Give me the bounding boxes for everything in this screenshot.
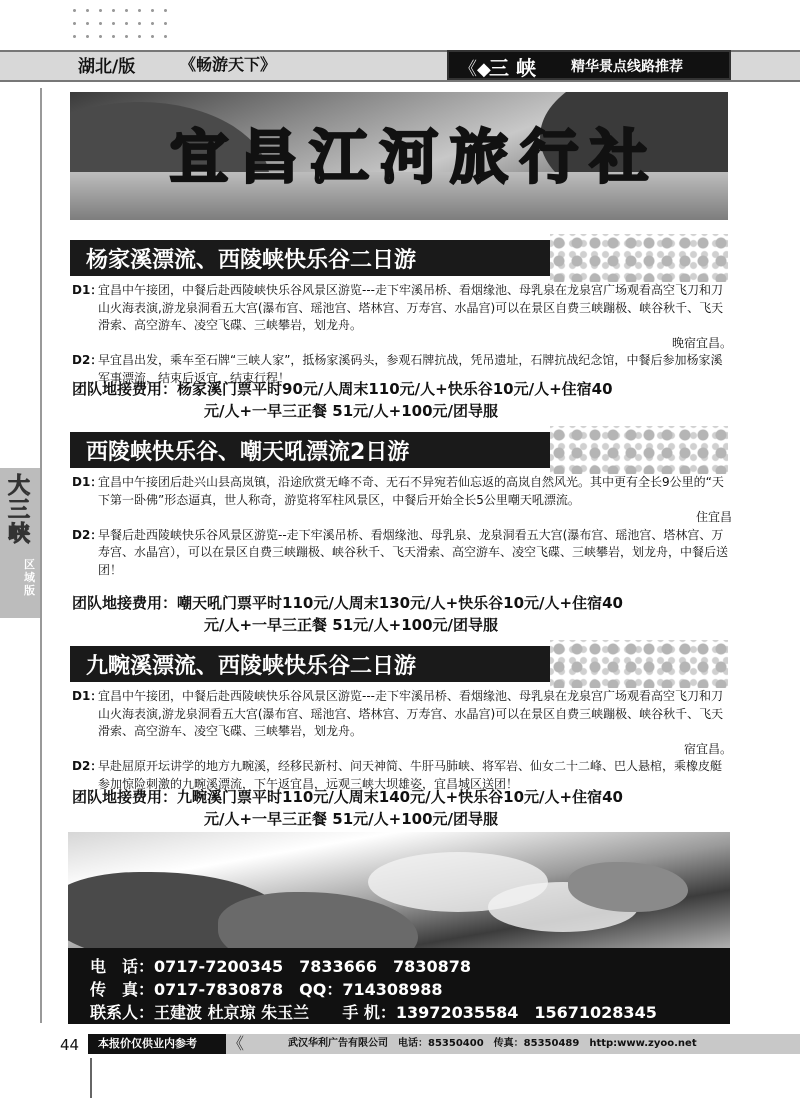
section-title: 杨家溪漂流、西陵峡快乐谷二日游 bbox=[86, 248, 417, 273]
itinerary-text bbox=[72, 688, 732, 793]
mobile-label: 手 机： bbox=[342, 1003, 396, 1022]
day-text: 宜昌中午接团后赴兴山县高岚镇，沿途欣赏无峰不奇、无石不异宛若仙忘返的高岚自然风光。其中更有全长9公里的“天下第一卧佛”形态逼真，世人称奇，游览将军柱风景区，中餐后开始全长5公里嘲天吼漂流。 bbox=[98, 475, 724, 507]
region-side-tab bbox=[0, 468, 40, 618]
hero-banner-photo bbox=[70, 92, 728, 220]
itinerary-text bbox=[72, 282, 732, 387]
section-title-bar bbox=[70, 432, 550, 468]
day-label: D2： bbox=[72, 527, 103, 542]
section-title-bar bbox=[70, 240, 550, 276]
day-text: 早赴屈原开坛讲学的地方九畹溪，经移民新村、问天神简、牛肝马肺峡、将军岩、仙女二十二峰、巴人悬棺，乘橡皮艇参加惊险刺激的九畹溪漂流，下午返宜昌，远观三峡大坝雄姿，宜昌城区送团！ bbox=[98, 759, 723, 791]
section-title-bar bbox=[70, 646, 550, 682]
fee-line bbox=[72, 786, 732, 808]
contact-panel bbox=[68, 948, 730, 1024]
phone-label: 电 话： bbox=[90, 957, 155, 976]
decorative-dots bbox=[68, 4, 168, 44]
contact-person-label: 联系人： bbox=[90, 1003, 155, 1022]
left-gutter-rule bbox=[40, 88, 42, 1023]
day-tail: 宿宜昌。 bbox=[683, 741, 732, 756]
day-text: 早餐后赴西陵峡快乐谷风景区游览--走下牢溪吊桥、看烟缘池、母乳泉、龙泉洞看五大宫(瀑布宫、瑶池宫、塔林宫、万寿宫、水晶宫），可以在景区自费三峡蹦极、峡谷秋千、飞天滑索、高空游车、凌空飞碟、三峡攀岩，划龙舟，中餐后送团！ bbox=[98, 527, 729, 577]
phone-line bbox=[90, 954, 471, 977]
day-label: D1： bbox=[72, 689, 103, 703]
itinerary-day bbox=[72, 282, 732, 352]
fax-number: 0717-7830878 QQ：714308988 bbox=[154, 980, 443, 999]
fee-line-continued: 元/人+一早三正餐 51元/人+100元/团导服 bbox=[204, 402, 498, 420]
disclaimer: 本报价仅供业内参考 bbox=[88, 1034, 226, 1054]
side-tab-title: 大三峡 bbox=[8, 473, 31, 547]
section-dots-decoration bbox=[550, 640, 728, 688]
chevron-left-icon: 《 bbox=[228, 1034, 245, 1053]
publisher-info: 武汉华利广告有限公司 电话：85350400 传真：85350489 http:www.zyoo.net bbox=[288, 1038, 697, 1049]
fax-label: 传 真： bbox=[90, 980, 155, 999]
banner-tagline: 精华景点线路推荐 bbox=[571, 59, 683, 75]
day-label: D1： bbox=[72, 475, 103, 489]
fee-label: 团队地接费用： bbox=[72, 594, 178, 612]
day-label: D2： bbox=[72, 759, 103, 773]
section-title: 九畹溪漂流、西陵峡快乐谷二日游 bbox=[86, 654, 417, 679]
phone-numbers: 0717-7200345 7833666 7830878 bbox=[154, 957, 471, 976]
edition-label: 湖北/版 bbox=[78, 57, 136, 77]
fee-line-continued: 元/人+一早三正餐 51元/人+100元/团导服 bbox=[204, 616, 498, 634]
day-label: D1： bbox=[72, 283, 103, 297]
day-text: 宜昌中午接团，中餐后赴西陵峡快乐谷风景区游览---走下牢溪吊桥、看烟缘池、母乳泉在龙泉宫广场观看高空飞刀和刀山火海表演,游龙泉洞看五大宫(瀑布宫、瑶池宫、塔林宫、万寿宫、水晶宫)可以在景区自费三峡蹦极、峡谷秋千、飞天滑索、高空游车、凌空飞碟、三峡攀岩，划龙舟。 bbox=[98, 689, 724, 738]
fee-line-continued: 元/人+一早三正餐 51元/人+100元/团导服 bbox=[204, 810, 498, 828]
sanxia-banner bbox=[447, 50, 731, 80]
fee-line bbox=[72, 592, 732, 614]
rafting-photo bbox=[68, 832, 730, 948]
day-text: 宜昌中午接团，中餐后赴西陵峡快乐谷风景区游览---走下牢溪吊桥、看烟缘池、母乳泉在龙泉宫广场观看高空飞刀和刀山火海表演,游龙泉洞看五大宫(瀑布宫、瑶池宫、塔林宫、万寿宫、水晶宫)可以在景区自费三峡蹦极、峡谷秋千、飞天滑索、高空游车、凌空飞碟、三峡攀岩，划龙舟。 bbox=[98, 283, 724, 332]
fee-line bbox=[72, 378, 732, 400]
fee-value: 嘲天吼门票平时110元/人周末130元/人+快乐谷10元/人+住宿40 bbox=[177, 594, 623, 612]
section-title: 西陵峡快乐谷、嘲天吼漂流2日游 bbox=[86, 440, 410, 465]
fee-label: 团队地接费用： bbox=[72, 788, 178, 806]
fee-value: 杨家溪门票平时90元/人周末110元/人+快乐谷10元/人+住宿40 bbox=[177, 380, 613, 398]
day-text: 早宜昌出发，乘车至石牌“三峡人家”，抵杨家溪码头，参观石牌抗战，凭吊遗址，石牌抗战纪念馆，中餐后参加杨家溪军事漂流，结束后返宜，结束行程！ bbox=[98, 353, 723, 385]
side-tab-subtitle: 区域版 bbox=[24, 558, 35, 597]
banner-name: 三 峡 bbox=[489, 56, 536, 80]
day-tail: 住宜昌 bbox=[695, 510, 732, 524]
itinerary-day bbox=[72, 688, 732, 758]
itinerary-day bbox=[72, 527, 732, 580]
agency-title: 宜昌江河旅行社 bbox=[170, 123, 661, 191]
itinerary-text bbox=[72, 474, 732, 579]
contact-person-line bbox=[90, 1000, 657, 1023]
contact-persons: 王建波 杜京琼 朱玉兰 bbox=[154, 1003, 310, 1022]
fax-line bbox=[90, 977, 443, 1000]
section-dots-decoration bbox=[550, 426, 728, 474]
banner-arrow-icon: 《◆ bbox=[459, 59, 491, 80]
section-dots-decoration bbox=[550, 234, 728, 282]
group-fee bbox=[72, 592, 732, 636]
page-number: 44 bbox=[60, 1036, 80, 1054]
itinerary-day bbox=[72, 474, 732, 527]
fee-value: 九畹溪门票平时110元/人周末140元/人+快乐谷10元/人+住宿40 bbox=[177, 788, 623, 806]
footer-rule bbox=[90, 1058, 92, 1098]
day-label: D2： bbox=[72, 353, 103, 367]
footer-bar bbox=[88, 1034, 800, 1054]
group-fee bbox=[72, 786, 732, 830]
photo-raft bbox=[568, 862, 688, 912]
group-fee bbox=[72, 378, 732, 422]
magazine-title: 《畅游天下》 bbox=[180, 55, 277, 74]
day-tail: 晚宿宜昌。 bbox=[671, 335, 732, 350]
mobile-numbers: 13972035584 15671028345 bbox=[395, 1003, 657, 1022]
fee-label: 团队地接费用： bbox=[72, 380, 178, 398]
